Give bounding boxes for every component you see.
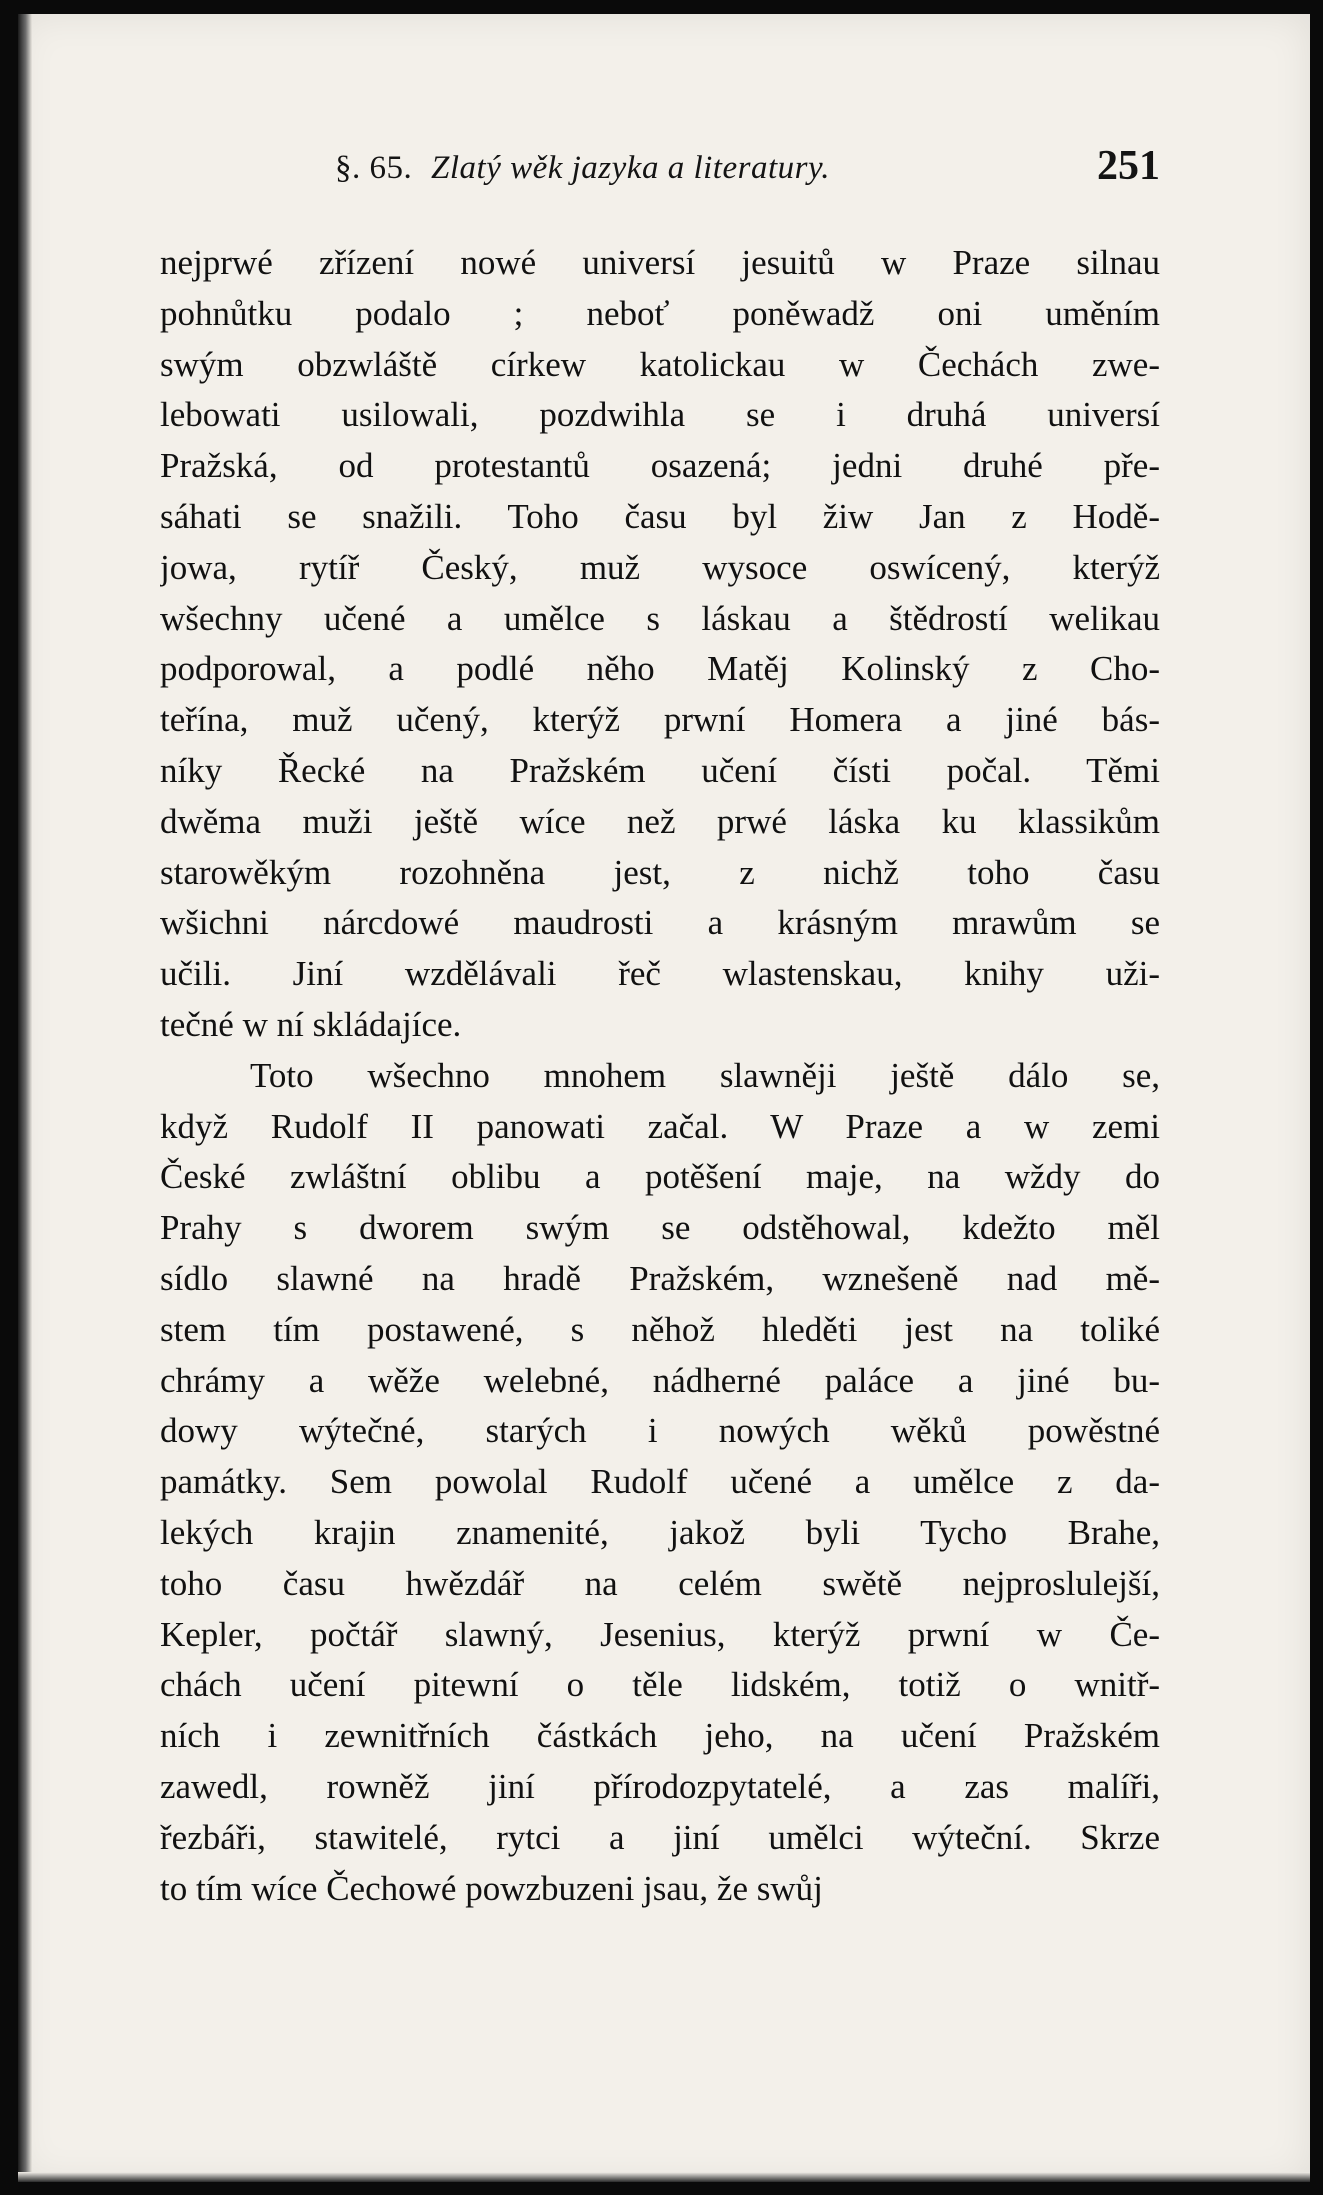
text-line: nejprwé zřízení nowé universí jesuitů w Praze silnau — [160, 243, 1160, 282]
paragraph — [160, 1051, 1160, 1915]
text-line: wšichni nárcdowé maudrosti a krásným mrawům se — [160, 903, 1160, 943]
text-line: učili. Jiní wzdělávali řeč wlastenskau, knihy uži- — [160, 954, 1160, 994]
running-head — [335, 150, 830, 187]
text-line: swým obzwláště církew katolickau w Čechách zwe- — [160, 344, 1160, 384]
text-line: řezbáři, stawitelé, rytci a jiní umělci wýteční. Skrze — [160, 1817, 1160, 1857]
text-line: lebowati usilowali, pozdwihla se i druhá universí — [160, 395, 1160, 435]
text-line: památky. Sem powolal Rudolf učené a umělce z da- — [160, 1462, 1160, 1502]
text-line: wšechny učené a umělce s láskau a štědrostí welikau — [160, 598, 1160, 638]
paragraph — [160, 238, 1160, 1051]
text-line: chrámy a wěže welebné, nádherné paláce a jiné bu- — [160, 1360, 1160, 1400]
text-line: České zwláštní oblibu a potěšení maje, na wždy do — [160, 1157, 1160, 1197]
page-bottom-edge — [18, 2172, 1310, 2182]
text-line: jowa, rytíř Český, muž wysoce oswícený, kterýž — [160, 547, 1160, 587]
text-line: ních i zewnitřních částkách jeho, na učení Pražském — [160, 1716, 1160, 1756]
text-line: zawedl, rowněž jiní přírodozpytatelé, a zas malíři, — [160, 1766, 1160, 1806]
text-line: toho času hwězdář na celém swětě nejproslulejší, — [160, 1563, 1160, 1603]
body-text — [160, 238, 1160, 1914]
text-line: Pražská, od protestantů osazená; jedni druhé pře- — [160, 446, 1160, 486]
page-number: 251 — [1097, 143, 1160, 189]
text-line: chách učení pitewní o těle lidském, totiž o wnitř- — [160, 1665, 1160, 1705]
text-line: Kepler, počtář slawný, Jesenius, kterýž prwní w Če- — [160, 1614, 1160, 1654]
text-line: sídlo slawné na hradě Pražském, wznešeně nad mě- — [160, 1258, 1160, 1298]
page-header — [160, 142, 1160, 202]
text-line: Prahy s dworem swým se odstěhowal, kdežto měl — [160, 1208, 1160, 1248]
text-line: Toto wšechno mnohem slawněji ještě dálo se, — [250, 1055, 1160, 1095]
text-line: když Rudolf II panowati začal. W Praze a w zemi — [160, 1106, 1160, 1146]
text-line: stem tím postawené, s něhož hleděti jest na toliké — [160, 1309, 1160, 1349]
text-line: sáhati se snažili. Toho času byl žiw Jan z Hodě- — [160, 496, 1160, 536]
text-line: starowěkým rozohněna jest, z nichž toho času — [160, 852, 1160, 892]
running-head-title: Zlatý wěk jazyka a literatury. — [431, 150, 831, 186]
section-number: §. 65. — [335, 150, 413, 186]
text-line: pohnůtku podalo ; neboť poněwadž oni uměním — [160, 293, 1160, 333]
text-line: lekých krajin znamenité, jakož byli Tycho Brahe, — [160, 1512, 1160, 1552]
text-line: teřína, muž učený, kterýž prwní Homera a jiné bás- — [160, 700, 1160, 740]
text-line: tečné w ní skládajíce. — [160, 1004, 462, 1044]
text-line: podporowal, a podlé něho Matěj Kolinský z Cho- — [160, 649, 1160, 689]
book-page — [18, 14, 1310, 2182]
page-binding-edge — [18, 14, 32, 2182]
text-line: to tím wíce Čechowé powzbuzeni jsau, že swůj — [160, 1868, 823, 1908]
text-line: dowy wýtečné, starých i nowých wěků powěstné — [160, 1411, 1160, 1451]
text-line: níky Řecké na Pražském učení čísti počal. Těmi — [160, 750, 1160, 790]
text-line: dwěma muži ještě wíce než prwé láska ku klassikům — [160, 801, 1160, 841]
